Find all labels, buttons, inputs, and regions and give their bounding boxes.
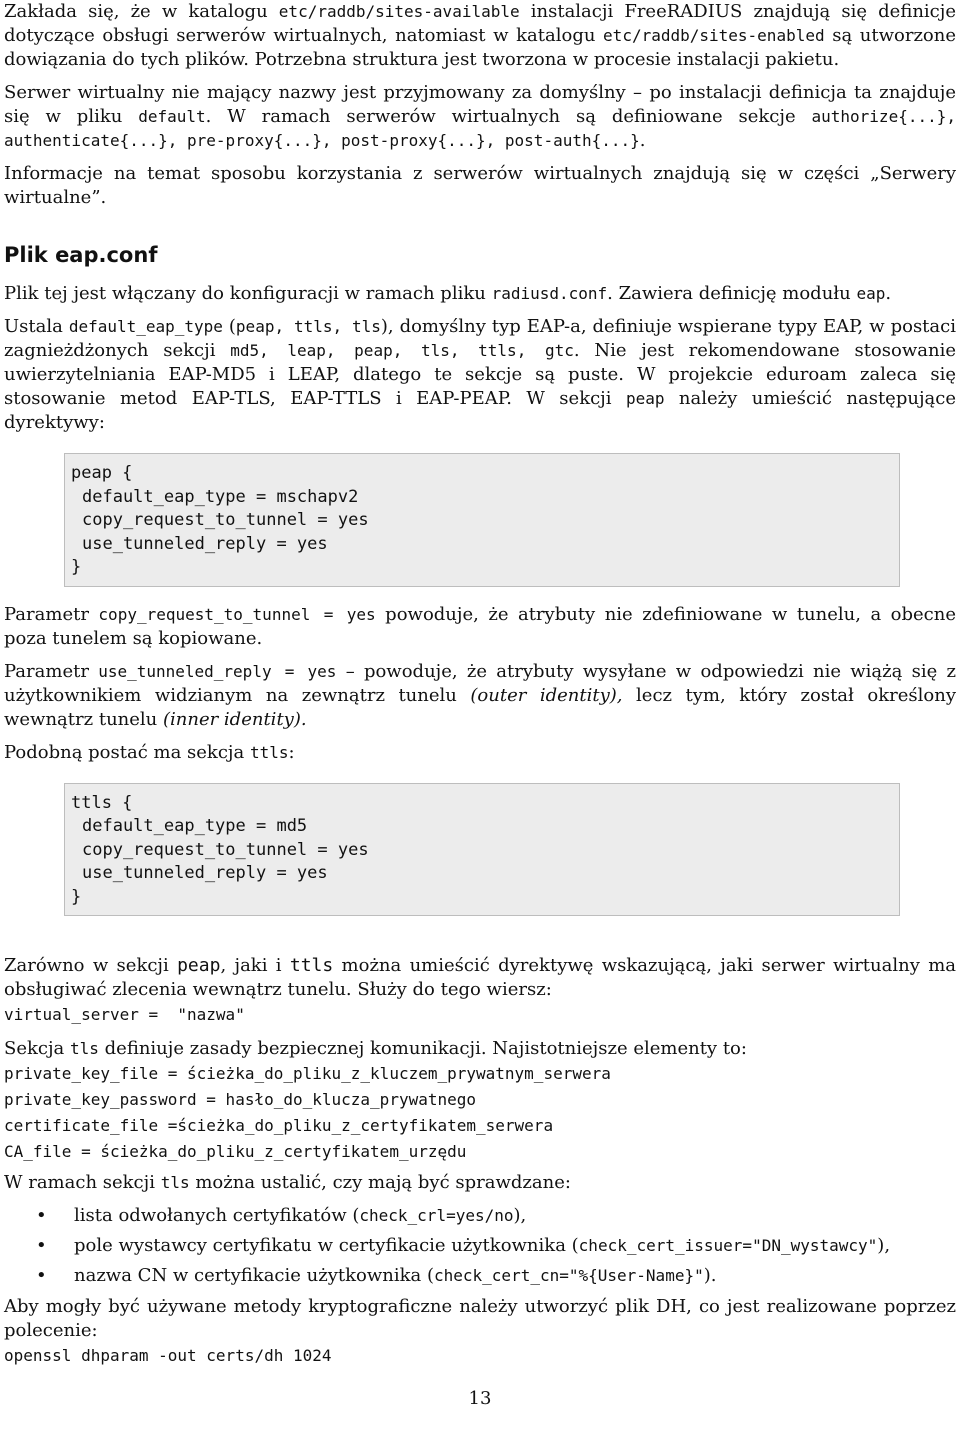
text: . Zawiera definicję modułu bbox=[607, 283, 857, 304]
page-number: 13 bbox=[468, 1388, 492, 1409]
code-section: peap bbox=[625, 389, 665, 408]
code-line: default_eap_type = mschapv2 bbox=[82, 486, 359, 507]
text: , jaki i bbox=[220, 955, 290, 976]
text: lista odwołanych certyfikatów ( bbox=[74, 1205, 360, 1226]
code-option: check_cert_cn="%{User-Name}" bbox=[434, 1266, 704, 1285]
text: można umieścić dyrektywę wskazującą, jaki serwer wirtualny ma obsługiwać zlecenia wewnątrz tunelu. Służy do tego wiersz: bbox=[4, 955, 956, 1000]
text: . bbox=[639, 130, 646, 151]
code-param: use_tunneled_reply = yes bbox=[98, 661, 337, 681]
text: W ramach sekcji bbox=[4, 1172, 161, 1193]
code-module: eap bbox=[856, 284, 886, 303]
code-param: default_eap_type bbox=[68, 317, 223, 336]
text: : bbox=[288, 741, 295, 763]
code-openssl-line: openssl dhparam -out certs/dh 1024 bbox=[4, 1346, 332, 1365]
paragraph-virtual-server bbox=[4, 954, 956, 1002]
code-param: copy_request_to_tunnel = yes bbox=[98, 604, 376, 624]
text: Serwer wirtualny nie mający nazwy jest przyjmowany za domyślny – po instalacji definicja ta znajduje się w pliku bbox=[4, 82, 956, 127]
text: Podobną postać ma sekcja bbox=[4, 741, 250, 763]
code-line: use_tunneled_reply = yes bbox=[82, 863, 328, 883]
paragraph-sites-dirs bbox=[4, 0, 956, 72]
text: . Nie jest rekomendowane stosowanie uwierzytelniania EAP-MD5 i LEAP, dlatego te sekcje są puste. W projekcie eduroam zaleca się stosowanie metod EAP-TLS, EAP-TTLS i EAP-PEAP. W sekcji bbox=[4, 340, 956, 409]
bullet-list bbox=[4, 1201, 956, 1291]
italic-term: (inner identity). bbox=[162, 708, 307, 730]
code-tls-line: CA_file = ścieżka_do_pliku_z_certyfikatem_urzędu bbox=[4, 1142, 467, 1161]
text: pole wystawcy certyfikatu w certyfikacie użytkownika ( bbox=[74, 1235, 579, 1256]
text: Ustala bbox=[4, 316, 69, 337]
code-line: } bbox=[71, 886, 82, 907]
paragraph-dh-file: Aby mogły być używane metody kryptograficzne należy utworzyć plik DH, co jest realizowane poprzez polecenie: bbox=[4, 1296, 956, 1341]
text: . W ramach serwerów wirtualnych są definiowane sekcje bbox=[205, 106, 812, 127]
text: Zakłada się, że w katalogu bbox=[4, 1, 279, 22]
paragraph-tunneled-reply bbox=[4, 660, 956, 732]
code-line: ttls { bbox=[71, 792, 133, 813]
code-section: tls bbox=[160, 1173, 190, 1192]
paragraph-tls-section bbox=[4, 1037, 956, 1061]
code-section: ttls bbox=[249, 742, 289, 762]
text: ). bbox=[703, 1265, 717, 1286]
paragraph-default-server bbox=[4, 81, 956, 153]
text: Zarówno w sekcji bbox=[4, 955, 178, 976]
text: lecz tym, który został określony wewnątrz tunelu bbox=[4, 684, 956, 730]
text: nazwa CN w certyfikacie użytkownika ( bbox=[74, 1265, 434, 1286]
text: . bbox=[885, 283, 892, 304]
code-filename: radiusd.conf bbox=[491, 284, 608, 303]
paragraph-eap-included bbox=[4, 282, 956, 306]
paragraph-virtual-info: Informacje na temat sposobu korzystania z serwerów wirtualnych znajdują się w części „Serwery wirtualne”. bbox=[4, 163, 956, 208]
text: ( bbox=[222, 316, 236, 337]
text: Sekcja bbox=[4, 1038, 71, 1059]
code-line: copy_request_to_tunnel = yes bbox=[82, 839, 369, 860]
text: powoduje, że atrybuty nie zdefiniowane w tunelu, a obecne poza tunelem są kopiowane. bbox=[4, 603, 957, 649]
code-tls-line: private_key_password = hasło_do_klucza_prywatnego bbox=[4, 1090, 477, 1109]
code-line: peap { bbox=[71, 463, 133, 483]
text: instalacji FreeRADIUS znajdują się definicje dotyczące obsługi serwerów wirtualnych, natomiast w katalogu bbox=[4, 1, 956, 46]
paragraph-copy-request bbox=[4, 603, 956, 651]
text: są utworzone dowiązania do tych plików. Potrzebna struktura jest tworzona w procesie instalacji pakietu. bbox=[4, 25, 957, 70]
paragraph-eap-types bbox=[4, 315, 956, 435]
code-values: peap, ttls, tls bbox=[235, 317, 381, 336]
list-item bbox=[4, 1261, 956, 1291]
code-section: tls bbox=[70, 1039, 99, 1058]
italic-term: (outer identity), bbox=[470, 684, 623, 706]
paragraph-tls-checks bbox=[4, 1171, 956, 1195]
text: ), bbox=[513, 1205, 527, 1226]
text: należy umieścić następujące dyrektywy: bbox=[4, 388, 956, 433]
list-item bbox=[4, 1231, 956, 1261]
code-virtual-server-line: virtual_server = "nazwa" bbox=[4, 1005, 245, 1024]
code-tls-line: certificate_file =ścieżka_do_pliku_z_certyfikatem_serwera bbox=[4, 1116, 554, 1135]
code-block-ttls bbox=[64, 783, 900, 917]
text: ), bbox=[877, 1235, 891, 1256]
code-line: } bbox=[71, 557, 82, 577]
text: Plik tej jest włączany do konfiguracji w ramach pliku bbox=[4, 283, 492, 304]
text: można ustalić, czy mają być sprawdzane: bbox=[189, 1172, 571, 1193]
text: ), domyślny typ EAP-a, definiuje wspierane typy EAP, w postaci zagnieżdżonych sekcji bbox=[4, 316, 956, 361]
paragraph-ttls-intro bbox=[4, 741, 956, 765]
code-option: check_cert_issuer="DN_wystawcy" bbox=[578, 1236, 878, 1255]
text: definiuje zasady bezpiecznej komunikacji. Najistotniejsze elementy to: bbox=[98, 1038, 747, 1059]
code-path: etc/raddb/sites-available bbox=[278, 2, 520, 21]
text: Parametr bbox=[4, 603, 99, 625]
code-line: use_tunneled_reply = yes bbox=[82, 533, 328, 554]
document-page bbox=[4, 0, 956, 1369]
code-block-peap bbox=[64, 453, 900, 587]
code-line: copy_request_to_tunnel = yes bbox=[82, 510, 369, 530]
list-item bbox=[4, 1201, 956, 1231]
code-filename: default bbox=[138, 107, 206, 126]
text: – powoduje, że atrybuty wysyłane w odpowiedzi nie wiążą się z użytkownikiem widzianym na zewnątrz tunelu bbox=[4, 660, 957, 706]
section-heading: Plik eap.conf bbox=[4, 243, 158, 267]
text: Parametr bbox=[4, 660, 99, 682]
code-values: md5, leap, peap, tls, ttls, gtc bbox=[230, 341, 574, 360]
code-sections: authorize{...}, authenticate{...}, pre-proxy{...}, post-proxy{...}, post-auth{...} bbox=[4, 107, 956, 150]
code-path: etc/raddb/sites-enabled bbox=[603, 26, 825, 45]
code-section: ttls bbox=[289, 955, 334, 976]
code-option: check_crl=yes/no bbox=[359, 1206, 514, 1225]
code-section: peap bbox=[177, 955, 221, 976]
code-tls-line: private_key_file = ścieżka_do_pliku_z_kluczem_prywatnym_serwera bbox=[4, 1064, 611, 1083]
code-line: default_eap_type = md5 bbox=[82, 816, 308, 836]
